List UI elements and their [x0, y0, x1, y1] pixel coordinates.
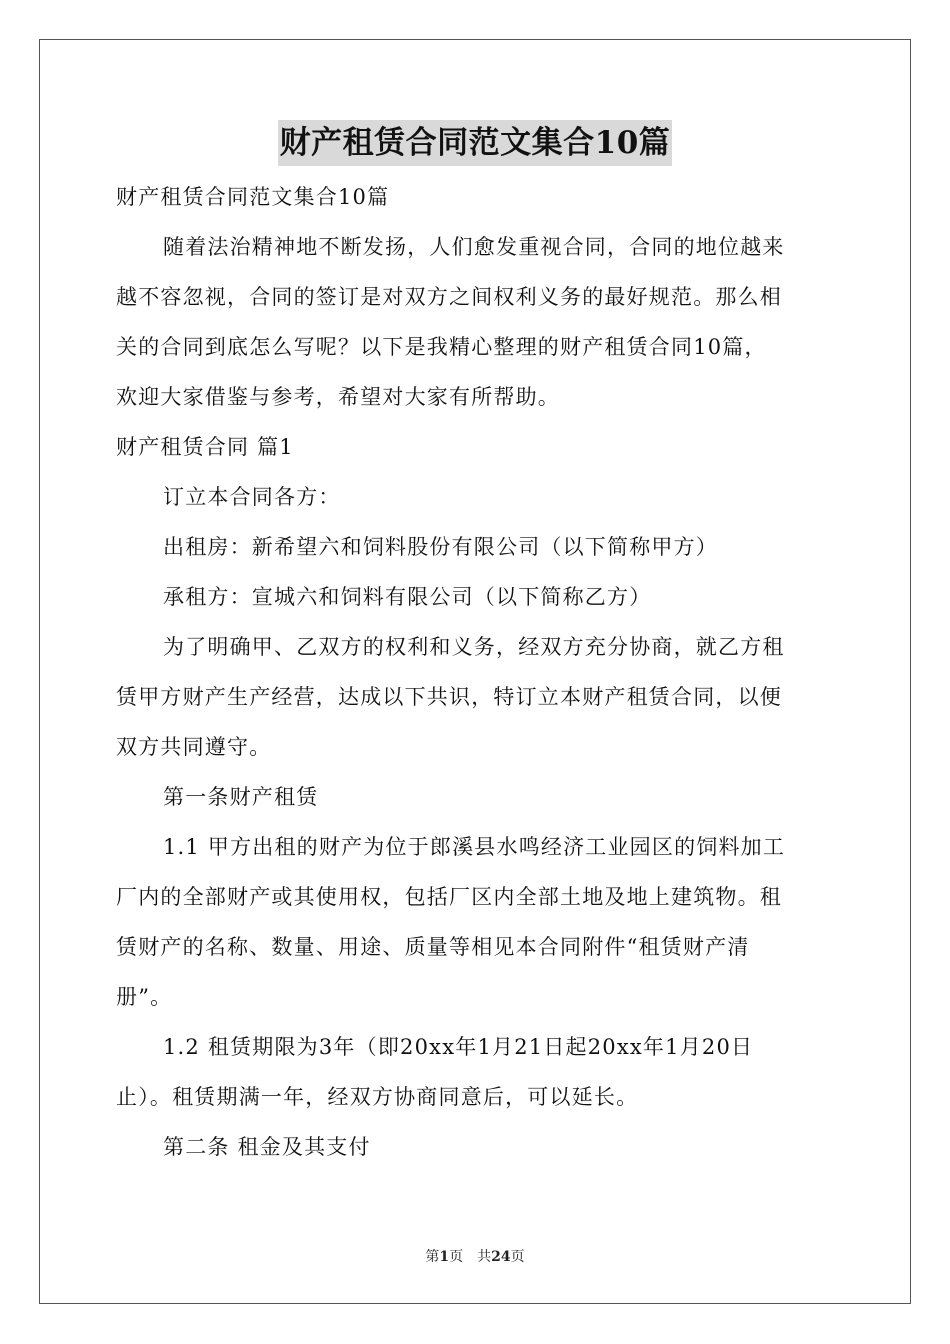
- document-body: [116, 120, 834, 1172]
- document-subtitle: 财产租赁合同范文集合10篇: [116, 185, 390, 209]
- text-line: 第二条 租金及其支付: [163, 1135, 371, 1159]
- text-line: 1.2 租赁期限为3年（即20xx年1月21日起20xx年1月20日: [163, 1035, 754, 1059]
- text-line: 赁财产的名称、数量、用途、质量等相见本合同附件“租赁财产清: [116, 935, 750, 959]
- text-line: 随着法治精神地不断发扬，人们愈发重视合同，合同的地位越来: [163, 235, 785, 259]
- text-line: 赁甲方财产生产经营，达成以下共识，特订立本财产租赁合同，以便: [116, 685, 782, 709]
- title-wrap: [116, 120, 834, 170]
- text-line: 越不容忽视，合同的签订是对双方之间权利义务的最好规范。那么相: [116, 285, 782, 309]
- document-title: 财产租赁合同范文集合10篇: [278, 120, 673, 166]
- footer-page-number: 1: [439, 1249, 450, 1265]
- footer-total-pages: 24: [491, 1249, 511, 1265]
- text-line: 订立本合同各方：: [163, 485, 341, 509]
- text-line: 止）。租赁期满一年，经双方协商同意后，可以延长。: [116, 1085, 639, 1109]
- text-line: 关的合同到底怎么写呢？以下是我精心整理的财产租赁合同10篇，: [116, 335, 767, 359]
- page-footer: [0, 1246, 950, 1266]
- footer-suffix: 页: [510, 1249, 525, 1265]
- paragraph-list: [116, 172, 834, 1172]
- footer-mid: 页 共: [449, 1249, 492, 1265]
- text-line: 出租房：新希望六和饲料股份有限公司（以下简称甲方）: [163, 535, 718, 559]
- text-line: 为了明确甲、乙双方的权利和义务，经双方充分协商，就乙方租: [163, 635, 785, 659]
- text-line: 双方共同遵守。: [116, 735, 272, 759]
- text-line: 财产租赁合同 篇1: [116, 435, 294, 459]
- text-line: 欢迎大家借鉴与参考，希望对大家有所帮助。: [116, 385, 560, 409]
- text-line: 第一条财产租赁: [163, 785, 319, 809]
- text-line: 册”。: [116, 985, 173, 1009]
- footer-prefix: 第: [425, 1249, 440, 1265]
- text-line: 承租方：宣城六和饲料有限公司（以下简称乙方）: [163, 585, 652, 609]
- text-line: 厂内的全部财产或其使用权，包括厂区内全部土地及地上建筑物。租: [116, 885, 782, 909]
- text-line: 1.1 甲方出租的财产为位于郎溪县水鸣经济工业园区的饲料加工: [163, 835, 786, 859]
